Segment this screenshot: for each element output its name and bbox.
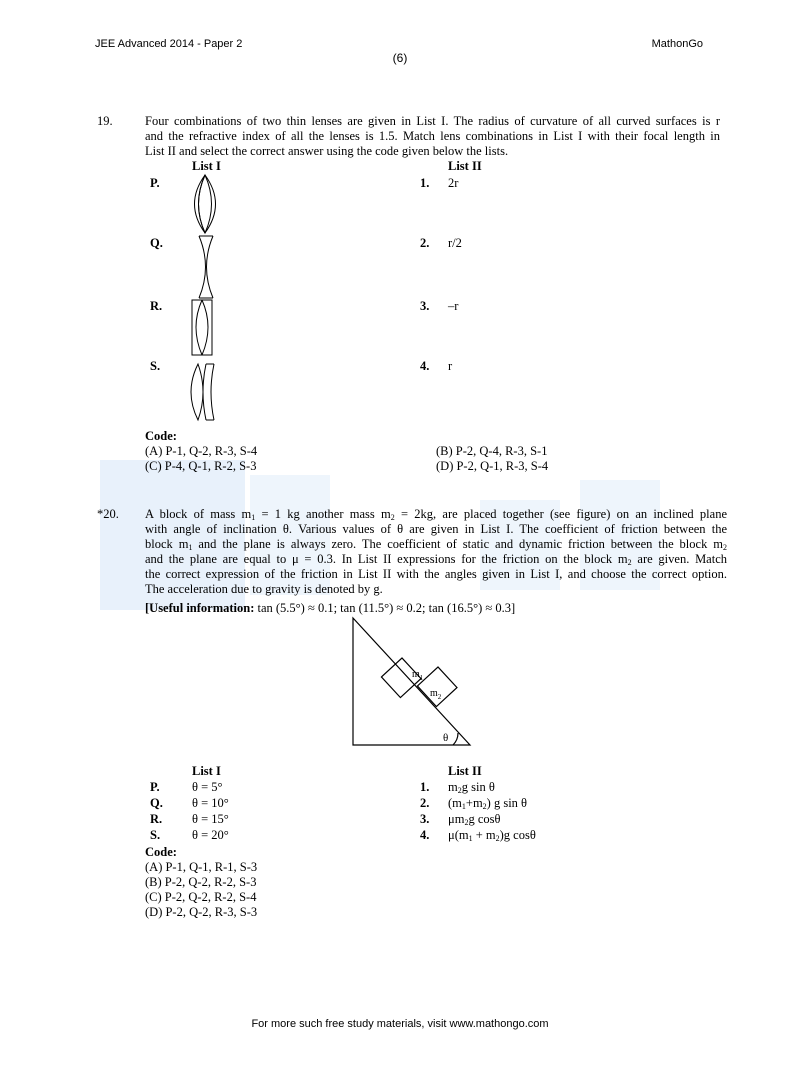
q20-list2-heading: List II [448, 764, 482, 778]
q19-list2-value-4: r [448, 359, 453, 373]
q20-list2-item-2: $(m_1+m_2)$ g sin θ [448, 796, 528, 811]
q20-list1-label-q: Q. [150, 796, 163, 810]
q20-list1-value-p: θ = 5° [192, 780, 223, 794]
lens-r-boxed-convex [192, 300, 212, 355]
q20-line-6: The acceleration due to gravity is denoted by g. [145, 582, 383, 596]
q19-list2-number-2: 2. [420, 236, 430, 250]
q20-list2-number-2: 2. [420, 796, 430, 810]
footer-text: For more such free study materials, visit www.mathongo.com [251, 1018, 549, 1030]
inclined-plane-figure [350, 616, 475, 748]
q19-option-a: (A) P-1, Q-2, R-3, S-4 [145, 444, 258, 458]
q20-option-d: (D) P-2, Q-2, R-3, S-3 [145, 905, 258, 919]
lens-diagrams [188, 172, 228, 442]
lens-p-biconvex-pair [195, 175, 216, 233]
q20-list1-label-p: P. [150, 780, 160, 794]
q19-option-c: (C) P-4, Q-1, R-2, S-3 [145, 459, 257, 473]
q19-list2-number-1: 1. [420, 176, 430, 190]
q20-line-2: with angle of inclination θ. Various values of θ are given in List I. The coefficient of friction between the [145, 522, 727, 536]
q20-list2-item-4: $\mu(m_1 + m_2)g$ cosθ [448, 828, 536, 843]
theta-arc [453, 733, 458, 745]
q20-list1-value-q: θ = 10° [192, 796, 229, 810]
q19-list2-value-2: r/2 [448, 236, 462, 250]
q20-list1-value-r: θ = 15° [192, 812, 229, 826]
q19-list2-number-4: 4. [420, 359, 430, 373]
page-number: (6) [392, 51, 408, 65]
q20-list1-label-r: R. [150, 812, 163, 826]
q19-list1-label-q: Q. [150, 236, 163, 250]
incline-triangle [353, 618, 470, 745]
q19-list2-number-3: 3. [420, 299, 430, 313]
lens-s-convex-concave [191, 364, 214, 420]
q19-option-d: (D) P-2, Q-1, R-3, S-4 [436, 459, 549, 473]
q20-line-1: A block of mass $m_1 = 1$ kg another mass $m_2 = 2kg$, are placed together (see figure) on an inclined plane [145, 507, 727, 522]
q19-line-3: List II and select the correct answer using the code given below the lists. [145, 144, 509, 158]
q20-list2-item-3: $\mu m_2g$ cosθ [448, 812, 501, 827]
header-left: JEE Advanced 2014 - Paper 2 [95, 38, 243, 50]
q20-number: *20. [97, 507, 119, 521]
q20-option-a: (A) P-1, Q-1, R-1, S-3 [145, 860, 258, 874]
q19-line-2: and the refractive index of all the lenses is 1.5. Match lens combinations in List I with their focal length in [145, 129, 720, 143]
q20-list2-number-4: 4. [420, 828, 430, 842]
q19-number: 19. [97, 114, 113, 128]
q19-list1-label-p: P. [150, 176, 160, 190]
header-right: MathonGo [651, 38, 703, 50]
q20-line-3: block $m_1$ and the plane is always zero. The coefficient of static and dynamic friction between the block $m_2$ [145, 537, 727, 552]
q19-option-b: (B) P-2, Q-4, R-3, S-1 [436, 444, 548, 458]
q19-list1-label-r: R. [150, 299, 163, 313]
q20-list1-label-s: S. [150, 828, 161, 842]
theta-label: θ [443, 732, 449, 744]
q19-list1-label-s: S. [150, 359, 161, 373]
q20-useful-info: [Useful information: tan (5.5°) ≈ 0.1; tan (11.5°) ≈ 0.2; tan (16.5°) ≈ 0.3] [145, 601, 516, 615]
q19-list1-heading: List I [192, 159, 221, 173]
lens-q-biconcave-convex [199, 236, 213, 298]
q19-list2-value-3: –r [448, 299, 459, 313]
q20-list2-number-1: 1. [420, 780, 430, 794]
q19-code-heading: Code: [145, 429, 177, 443]
block-m1-label: $m_1$ [412, 669, 424, 682]
q19-line-1: Four combinations of two thin lenses are given in List I. The radius of curvature of all curved surfaces is r [145, 114, 720, 128]
q20-list2-number-3: 3. [420, 812, 430, 826]
q20-option-b: (B) P-2, Q-2, R-2, S-3 [145, 875, 257, 889]
q19-list2-heading: List II [448, 159, 482, 173]
q20-list1-heading: List I [192, 764, 221, 778]
q20-list2-item-1: $m_2g$ sin θ [448, 780, 495, 795]
q19-list2-value-1: 2r [448, 176, 459, 190]
q20-line-5: the correct expression of the friction in List II with the angles given in List I, and choose the correct option. [145, 567, 727, 581]
block-m2-label: $m_2$ [430, 688, 442, 701]
q20-option-c: (C) P-2, Q-2, R-2, S-4 [145, 890, 257, 904]
q20-code-heading: Code: [145, 845, 177, 859]
q20-line-4: and the plane are equal to μ = 0.3. In List II expressions for the friction on the block $m_2$ are given. Match [145, 552, 728, 567]
q20-list1-value-s: θ = 20° [192, 828, 229, 842]
